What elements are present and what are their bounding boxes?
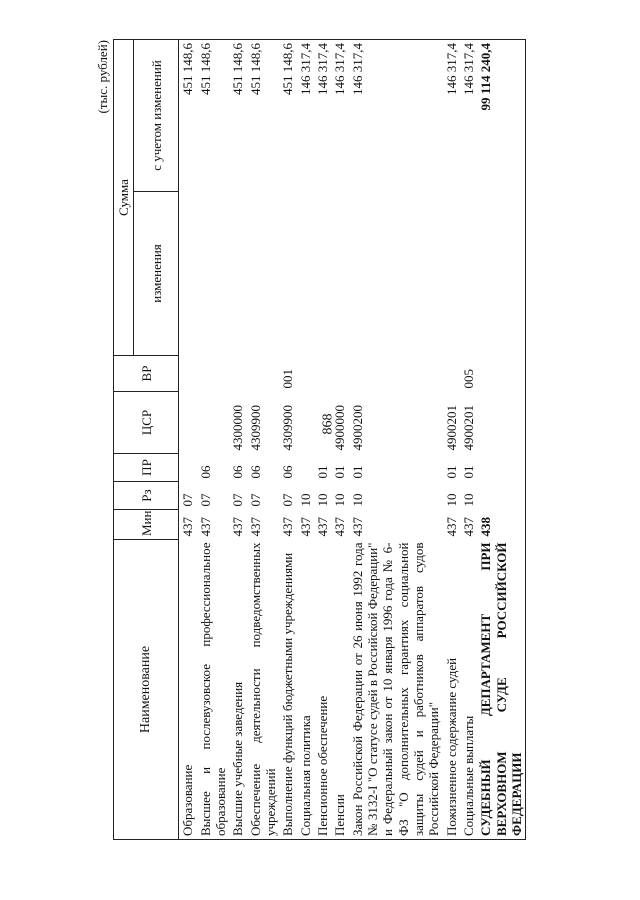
cell-csr [179,392,197,454]
cell-csr: 4309900 [280,405,296,451]
cell-vr [477,356,525,392]
cell-total: 146 317,4 [297,40,314,192]
cell-name: Образование [179,540,197,840]
cell-total: 451 148,6 [279,40,296,192]
cell-changes [229,192,246,356]
cell-pr: 06 [280,465,296,479]
table-row [179,40,197,840]
cell-changes [349,192,443,356]
cell-name: Обеспечение деятельности подведомственных учреждений [247,540,280,840]
header-min: Мин [114,510,179,540]
cell-name: Высшие учебные заведения [229,540,246,840]
cell-changes [331,192,348,356]
cell-pr [297,454,314,482]
table-row [477,40,525,840]
table-body [179,40,526,840]
cell-changes [477,192,525,356]
page-number: 868 [320,413,336,435]
cell-changes [179,192,197,356]
header-vr: ВР [114,356,179,392]
cell-vr [349,356,443,392]
cell-pr: 06 [247,465,263,479]
cell-min: 437 [332,517,348,537]
budget-sheet [95,40,555,840]
cell-vr [247,356,280,392]
cell-name: Пенсионное обеспечение [314,540,331,840]
cell-changes [314,192,331,356]
cell-name: СУДЕБНЫЙ ДЕПАРТАМЕНТ ПРИ ВЕРХОВНОМ СУДЕ РОССИЙСКОЙ ФЕДЕРАЦИИ [477,540,525,840]
header-with-changes: с учетом изменений [134,40,179,192]
cell-pr: 01 [443,465,459,479]
cell-changes [279,192,296,356]
cell-name: Социальные выплаты [460,540,477,840]
cell-csr: 4900201 [443,405,459,451]
cell-total: 146 317,4 [443,40,460,192]
header-csr: ЦСР [114,392,179,454]
cell-csr [197,392,230,454]
header-name: Наименование [114,540,179,840]
cell-rz: 07 [280,493,296,507]
cell-pr: 01 [332,465,348,479]
cell-name: Выполнение функций бюджетными учреждениями [279,540,296,840]
cell-vr [314,356,331,392]
cell-min: 437 [460,517,476,537]
cell-rz: 07 [180,493,196,507]
cell-min: 437 [280,517,296,537]
cell-pr [179,454,197,482]
table-row [279,40,296,840]
cell-csr [297,392,314,454]
cell-min: 437 [197,517,213,537]
cell-total: 451 148,6 [247,40,280,192]
cell-name: Социальная политика [297,540,314,840]
cell-vr [297,356,314,392]
table-row [460,40,477,840]
cell-pr: 01 [460,465,476,479]
cell-name: Высшее и послевузовское профессиональное образование [197,540,230,840]
cell-csr: 4900200 [349,405,365,451]
cell-pr: 01 [314,465,330,479]
cell-total: 451 148,6 [229,40,246,192]
cell-csr [314,392,331,454]
cell-pr: 06 [230,465,246,479]
header-sum: Сумма [114,40,134,356]
cell-vr [229,356,246,392]
cell-pr: 01 [349,465,365,479]
table-row [247,40,280,840]
cell-rz: 10 [443,493,459,507]
cell-min: 438 [477,510,525,540]
cell-vr [179,356,197,392]
cell-total: 146 317,4 [349,40,443,192]
cell-csr [477,392,525,454]
cell-csr: 4300000 [230,405,246,451]
cell-min: 437 [314,517,330,537]
cell-csr: 4900201 [460,405,476,451]
cell-min: 437 [247,517,263,537]
cell-min: 437 [349,517,365,537]
cell-changes [443,192,460,356]
header-pr: ПР [114,454,179,482]
cell-rz: 10 [349,493,365,507]
cell-rz: 10 [297,493,313,507]
cell-total: 99 114 240,4 [477,40,525,192]
table-row [229,40,246,840]
header-changes: изменения [134,192,179,356]
table-header [114,40,179,840]
cell-vr [331,356,348,392]
cell-rz: 07 [247,493,263,507]
cell-changes [197,192,230,356]
cell-vr [197,356,230,392]
cell-min: 437 [297,517,313,537]
header-rz: Рз [114,482,179,510]
cell-min: 437 [230,517,246,537]
cell-changes [460,192,477,356]
cell-vr: 001 [280,369,296,389]
cell-changes [297,192,314,356]
cell-vr: 005 [460,369,476,389]
table-row [314,40,331,840]
cell-changes [247,192,280,356]
cell-csr: 4900000 [332,405,348,451]
rotated-page [95,40,555,840]
cell-name: Пожизненное содержание судей [443,540,460,840]
cell-min: 437 [443,517,459,537]
cell-name: Пенсии [331,540,348,840]
table-row [443,40,460,840]
cell-vr [443,356,460,392]
cell-rz: 10 [332,493,348,507]
cell-csr: 4309900 [247,405,263,451]
cell-total: 146 317,4 [314,40,331,192]
cell-total: 146 317,4 [331,40,348,192]
cell-name: Закон Российской Федерации от 26 июня 1992 года № 3132-I "О статусе судей в Российской Федерации" и Федеральный закон от 10 января 1996 года № 6-ФЗ "О дополнительных гарантиях социальной защиты судей и работников аппаратов судов Российской Федерации" [349,540,443,840]
units-note: (тыс. рублей) [95,40,110,114]
table-row [349,40,443,840]
budget-table [113,39,526,840]
table-row [297,40,314,840]
cell-rz: 07 [230,493,246,507]
cell-total: 146 317,4 [460,40,477,192]
cell-total: 451 148,6 [197,40,230,192]
cell-rz: 10 [314,493,330,507]
cell-min: 437 [180,517,196,537]
cell-total: 451 148,6 [179,40,197,192]
cell-rz: 07 [197,493,213,507]
cell-rz: 10 [460,493,476,507]
cell-pr: 06 [197,465,213,479]
table-row [197,40,230,840]
cell-rz [477,482,525,510]
cell-pr [477,454,525,482]
table-row [331,40,348,840]
